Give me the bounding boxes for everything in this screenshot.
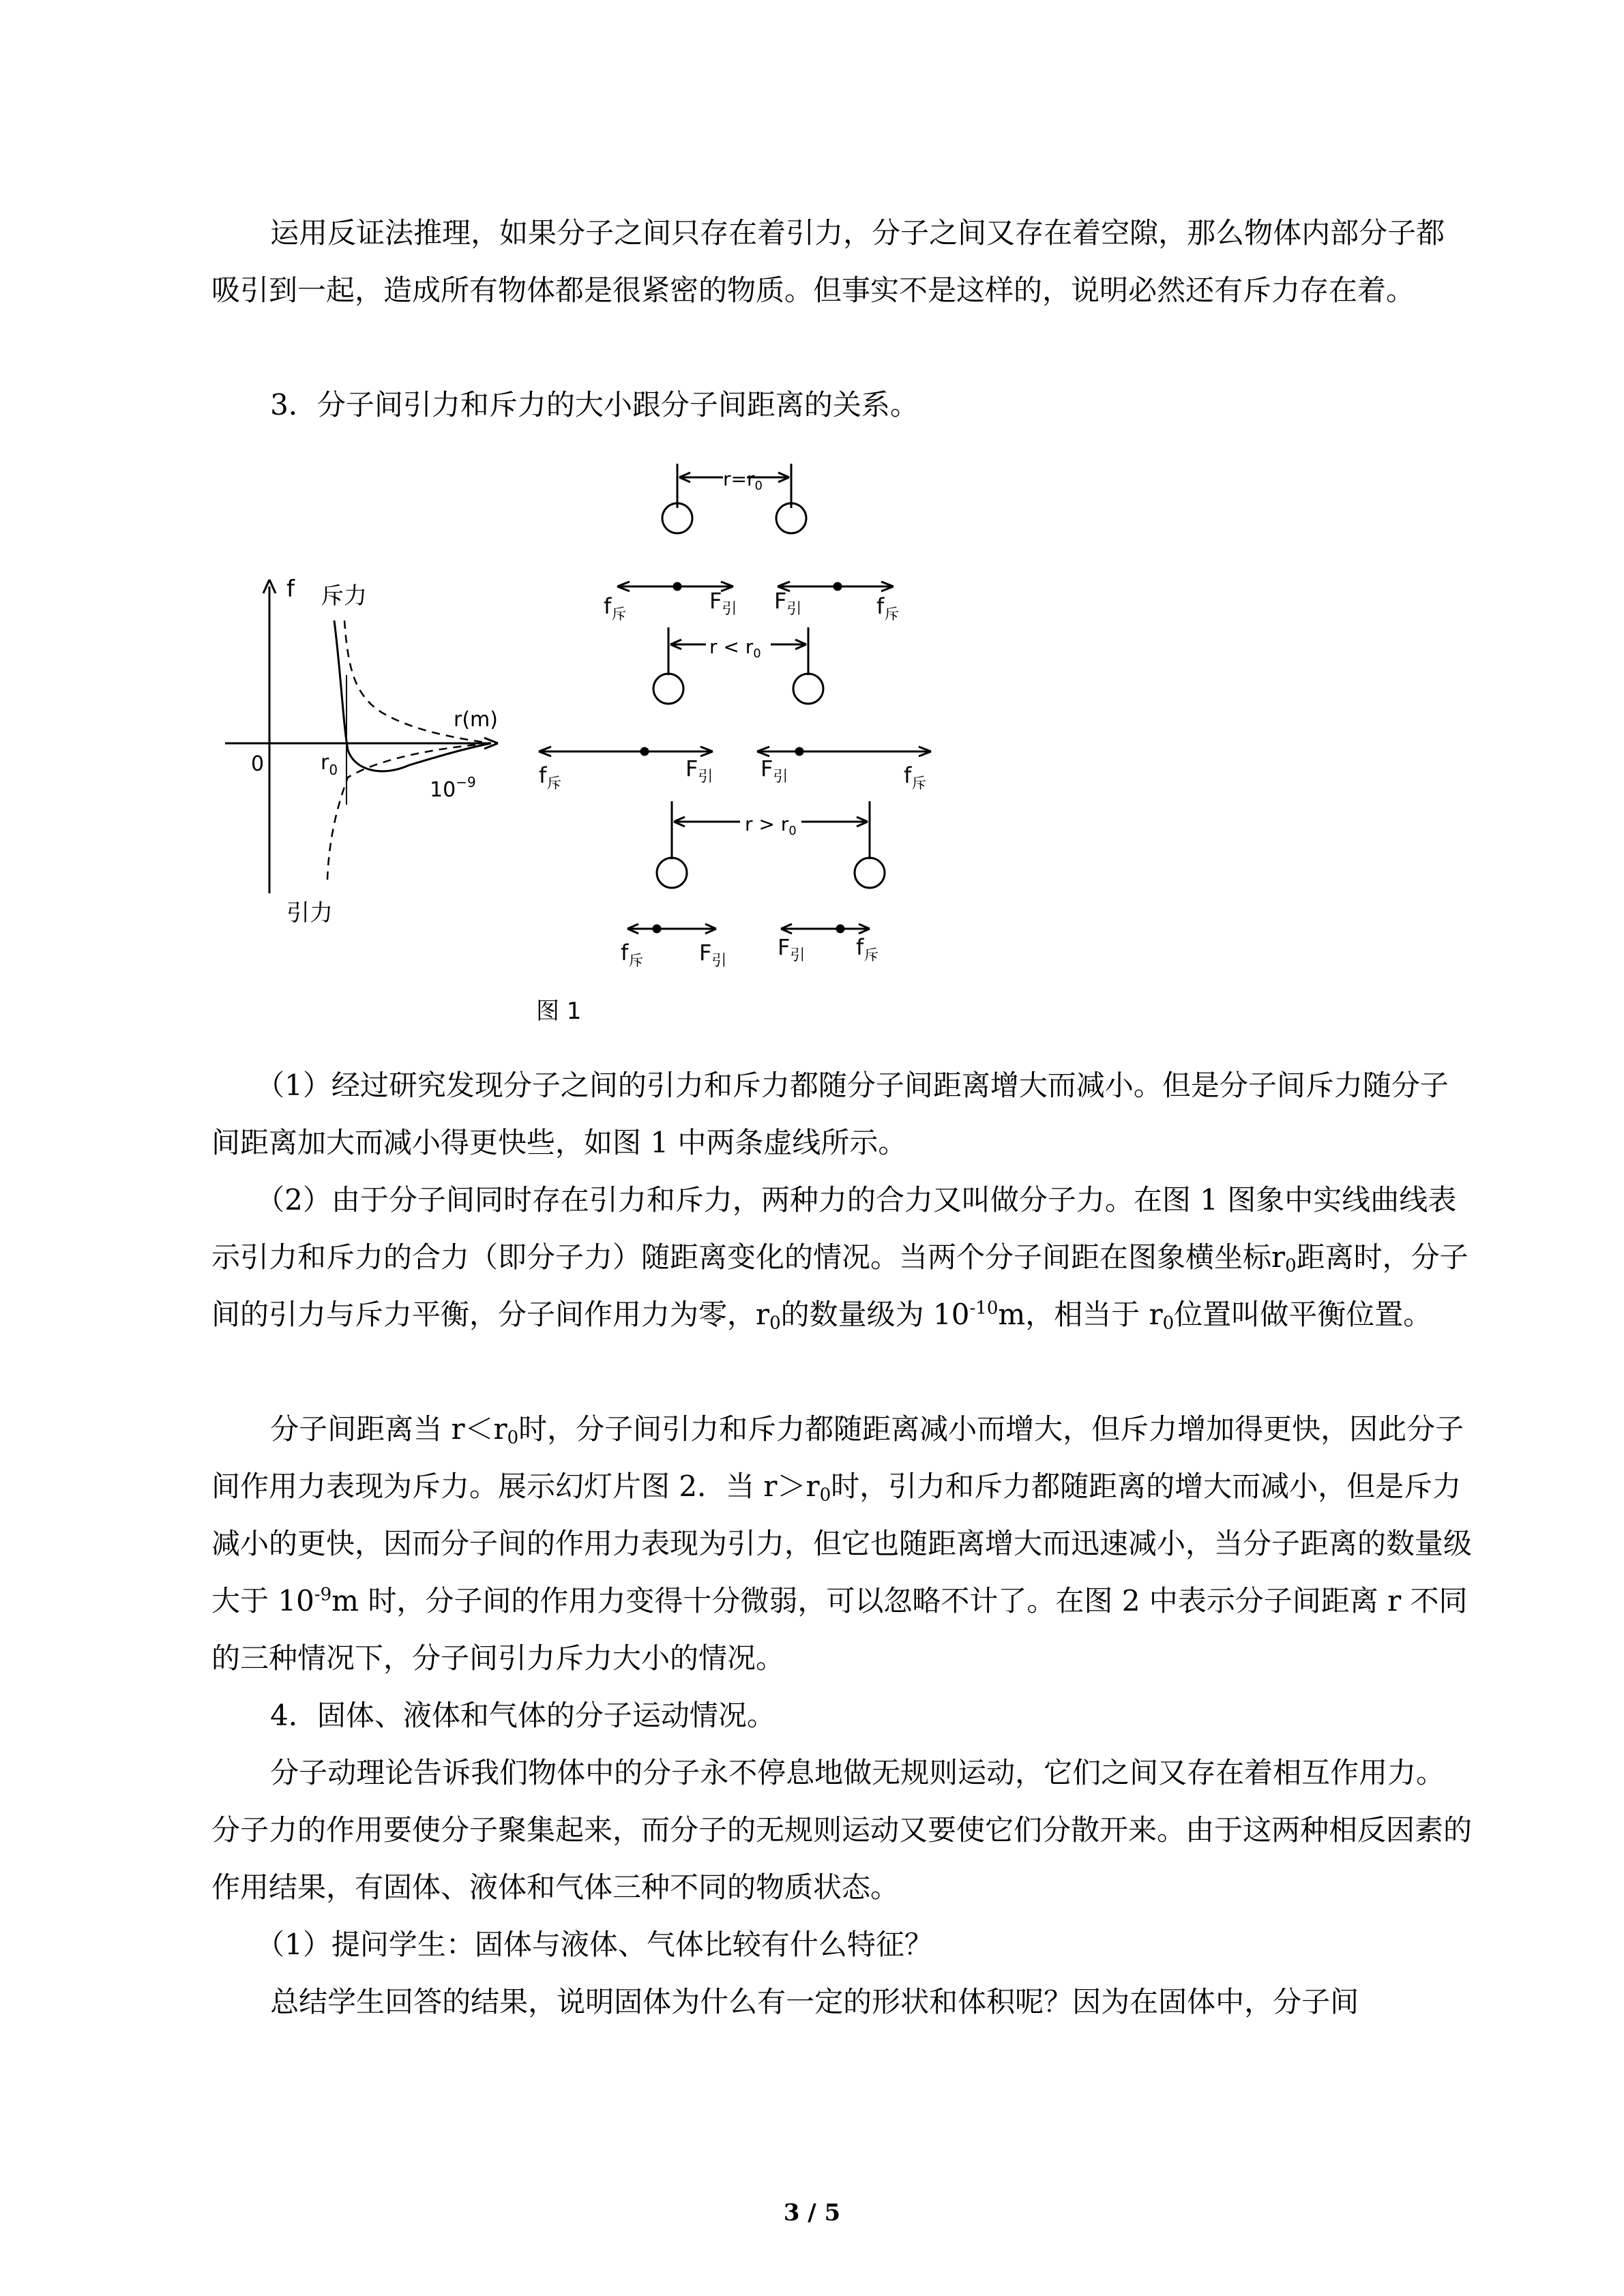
case-equal-label: $r=r_0$: [723, 468, 763, 493]
paragraph-question: （1）提问学生：固体与液体、气体比较有什么特征？: [256, 1928, 933, 1961]
paragraph-summary: 总结学生回答的结果，说明固体为什么有一定的形状和体积呢？因为在固体中，分子间: [270, 1985, 1359, 2018]
paragraph-item-2: （2）由于分子间同时存在引力和斥力，两种力的合力又叫做分子力。在图 1 图象中实线曲线表示引力和斥力的合力（即分子力）随距离变化的情况。当两个分子间距在图象横坐标$r_0$距离时，分子间的引力与斥力平衡，分子间作用力为零，$r_0$的数量级为 $10^{-10}m$，相当于 $r_0$位置叫做平衡位置。: [211, 1183, 1468, 1334]
F-att-label: $F_引$: [778, 934, 806, 964]
F-att-label: $F_引$: [699, 940, 727, 970]
attraction-label: 引力: [286, 899, 333, 927]
origin-label: 0: [251, 752, 265, 776]
f-rep-label: $f_斥$: [876, 593, 900, 623]
F-att-label: $F_引$: [774, 588, 802, 618]
y-axis-label: f: [286, 576, 295, 603]
F-att-label: $F_引$: [709, 588, 737, 618]
attraction-dashed-curve: [327, 743, 491, 880]
figure-1: [0, 450, 1624, 1037]
f-rep-label: $f_斥$: [856, 934, 879, 964]
f-rep-label: $f_斥$: [539, 762, 562, 792]
paragraph-item-1: （1）经过研究发现分子之间的引力和斥力都随分子间距离增大而减小。但是分子间斥力随分子间距离加大而减小得更快些，如图 1 中两条虚线所示。: [211, 1069, 1449, 1159]
r0-graph-label: $r_0$: [321, 751, 338, 778]
f-rep-label: $f_斥$: [621, 940, 644, 970]
F-att-label: $F_引$: [685, 756, 713, 786]
tick-label-1e-9: $10^{-9}$: [430, 774, 476, 802]
resultant-force-curve: [334, 621, 491, 771]
F-att-label: $F_引$: [761, 756, 788, 786]
case-greater-label: $r > r_0$: [745, 813, 797, 838]
case-less-label: $r < r_0$: [709, 636, 761, 661]
paragraph-distance-cases: 分子间距离当 $r<r_0$时，分子间引力和斥力都随距离减小而增大，但斥力增加得更快，因此分子间作用力表现为斥力。展示幻灯片图 2．当 $r>r_0$时，引力和斥力都随距离的增大而减小，但是斥力减小的更快，因而分子间的作用力表现为引力，但它也随距离增大而迅速减小，当分子距离的数量级大于 $10^{-9}m$ 时，分子间的作用力变得十分微弱，可以忽略不计了。在图 2 中表示分子间距离 r 不同的三种情况下，分子间引力斥力大小的情况。: [211, 1412, 1473, 1675]
force-distance-graph: [225, 580, 498, 893]
section-heading-4: 4．固体、液体和气体的分子运动情况。: [270, 1699, 776, 1732]
paragraph-states-of-matter: 分子动理论告诉我们物体中的分子永不停息地做无规则运动，它们之间又存在着相互作用力。分子力的作用要使分子聚集起来，而分子的无规则运动又要使它们分散开来。由于这两种相反因素的作用结果，有固体、液体和气体三种不同的物质状态。: [211, 1756, 1473, 1904]
figure-caption: 图 1: [536, 998, 582, 1025]
x-axis-label: r(m): [454, 708, 498, 732]
paragraph-proof-by-contradiction: 运用反证法推理，如果分子之间只存在着引力，分子之间又存在着空隙，那么物体内部分子都吸引到一起，造成所有物体都是很紧密的物质。但事实不是这样的，说明必然还有斥力存在着。: [211, 216, 1445, 307]
page-number: 3 / 5: [783, 2199, 841, 2226]
section-heading-3: 3．分子间引力和斥力的大小跟分子间距离的关系。: [270, 388, 919, 421]
f-rep-label: $f_斥$: [604, 593, 627, 623]
repulsion-label: 斥力: [321, 582, 367, 610]
f-rep-label: $f_斥$: [904, 762, 927, 792]
